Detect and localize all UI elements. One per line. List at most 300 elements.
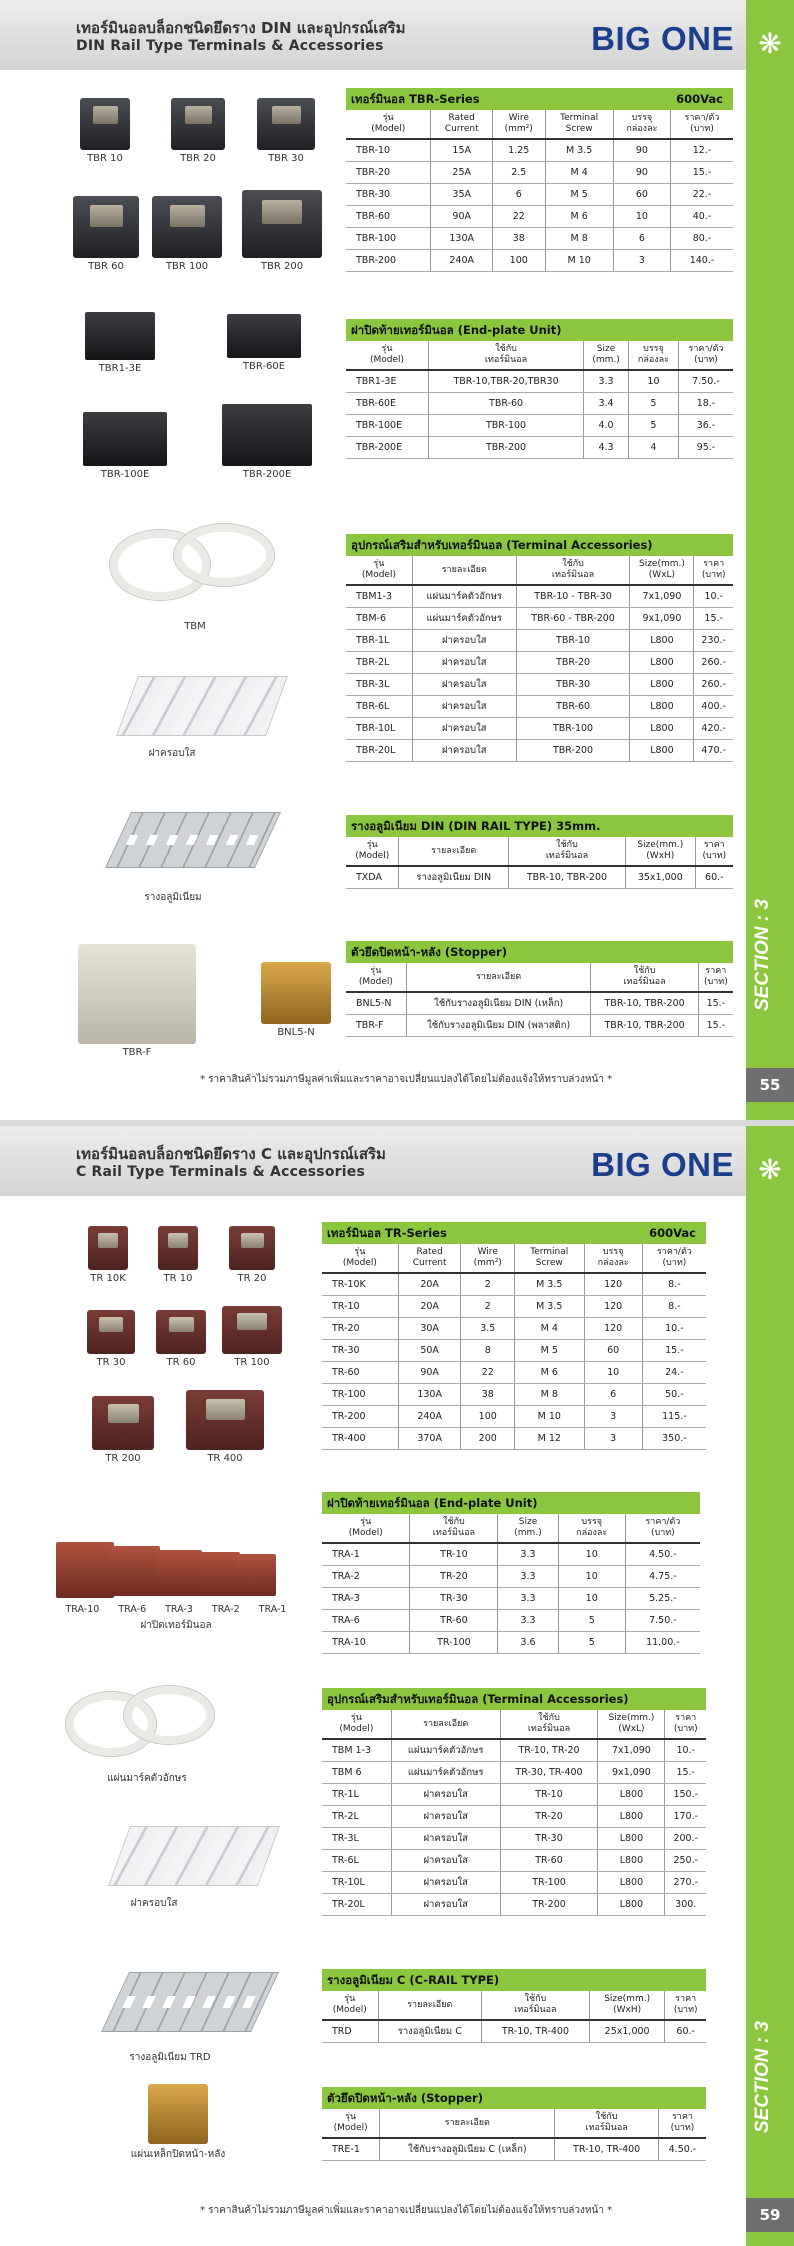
product-image-c-rail: รางอลูมิเนียม TRD bbox=[100, 1972, 280, 2065]
table-header-row bbox=[322, 1514, 700, 1543]
table-row bbox=[346, 1014, 733, 1036]
page-number: 55 bbox=[746, 1068, 794, 1102]
table-cell: 22.- bbox=[671, 183, 734, 205]
table-cell: 4.3 bbox=[584, 436, 629, 458]
table-header-row bbox=[346, 556, 733, 585]
table-cell: TR-100 bbox=[410, 1631, 498, 1653]
table-cell: TR-10, TR-400 bbox=[555, 2138, 658, 2160]
table-cell: M 6 bbox=[515, 1361, 585, 1383]
column-header: ใช้กับ เทอร์มินอล bbox=[591, 963, 698, 992]
product-image-tra-end-plates: TRA-10 TRA-6 TRA-3 TRA-2 TRA-1 ฝาปิดเทอร์มินอล bbox=[48, 1536, 304, 1633]
table-cell: TBM1-3 bbox=[346, 585, 412, 607]
section-title-accessories: อุปกรณ์เสริมสำหรับเทอร์มินอล (Terminal Accessories) bbox=[322, 1688, 706, 1710]
tr-series-table-group bbox=[322, 1222, 706, 1450]
table-cell: แผ่นมาร์คตัวอักษร bbox=[391, 1761, 500, 1783]
table-cell: L800 bbox=[630, 739, 694, 761]
table-cell: TR-100 bbox=[500, 1871, 598, 1893]
table-cell: TR-30, TR-400 bbox=[500, 1761, 598, 1783]
table-cell: TR-30 bbox=[322, 1339, 398, 1361]
product-image-tbr20: TBR 20 bbox=[166, 98, 230, 164]
table-cell: 90A bbox=[431, 205, 493, 227]
table-cell: TR-1L bbox=[322, 1783, 391, 1805]
table-cell: TR-3L bbox=[322, 1827, 391, 1849]
column-header: ราคา/ตัว (บาท) bbox=[678, 341, 733, 370]
product-image-tbr10: TBR 10 bbox=[74, 98, 136, 164]
table-cell: M 10 bbox=[545, 249, 613, 271]
table-row bbox=[322, 1405, 706, 1427]
column-header: รุ่น (Model) bbox=[346, 837, 399, 866]
table-cell: 24.- bbox=[642, 1361, 706, 1383]
table-cell: 11.00.- bbox=[625, 1631, 700, 1653]
column-header: ราคา (บาท) bbox=[658, 2109, 706, 2138]
table-row bbox=[322, 1587, 700, 1609]
table-row bbox=[346, 717, 733, 739]
table-row bbox=[346, 673, 733, 695]
table-cell: 3 bbox=[584, 1405, 642, 1427]
column-header: ราคา (บาท) bbox=[695, 837, 733, 866]
table-cell: 3.5 bbox=[461, 1317, 515, 1339]
column-header: ราคา/ตัว (บาท) bbox=[642, 1244, 706, 1273]
table-cell: 22 bbox=[461, 1361, 515, 1383]
table-cell: รางอลูมิเนียม DIN bbox=[399, 866, 509, 888]
table-row bbox=[322, 1543, 700, 1565]
table-cell: 4 bbox=[628, 436, 678, 458]
table-cell: L800 bbox=[598, 1893, 665, 1915]
table-cell: M 8 bbox=[545, 227, 613, 249]
table-row bbox=[322, 1383, 706, 1405]
table-cell: ฝาครอบใส bbox=[412, 629, 516, 651]
section-title-end-plate: ฝาปิดท้ายเทอร์มินอล (End-plate Unit) bbox=[346, 319, 733, 341]
table-cell: 10 bbox=[558, 1565, 625, 1587]
product-image-tbr-f: TBR-F bbox=[76, 944, 198, 1058]
product-image-tbr1-3e: TBR1-3E bbox=[82, 312, 158, 374]
table-cell: TR-10 bbox=[322, 1295, 398, 1317]
table-cell: 5 bbox=[558, 1609, 625, 1631]
table-cell: 260.- bbox=[694, 673, 733, 695]
column-header: บรรจุ กล่องละ bbox=[628, 341, 678, 370]
product-image-cover: ฝาครอบใส bbox=[112, 676, 292, 761]
table-cell: 7x1,090 bbox=[630, 585, 694, 607]
column-header: บรรจุ กล่องละ bbox=[584, 1244, 642, 1273]
table-cell: TR-200 bbox=[322, 1405, 398, 1427]
table-cell: 4.0 bbox=[584, 414, 629, 436]
column-header: ใช้กับ เทอร์มินอล bbox=[428, 341, 583, 370]
table-cell: 2 bbox=[461, 1295, 515, 1317]
table-cell: TXDA bbox=[346, 866, 399, 888]
table-cell: 15.- bbox=[698, 1014, 733, 1036]
table-cell: TBR-10 bbox=[346, 139, 431, 161]
product-image-tbr100e: TBR-100E bbox=[80, 412, 170, 480]
table-row bbox=[322, 1609, 700, 1631]
table-row bbox=[322, 2020, 706, 2042]
table-cell: 5.25.- bbox=[625, 1587, 700, 1609]
table-row bbox=[346, 205, 733, 227]
table-cell: L800 bbox=[630, 629, 694, 651]
column-header: Terminal Screw bbox=[515, 1244, 585, 1273]
table-row bbox=[322, 1783, 706, 1805]
column-header: บรรจุ กล่องละ bbox=[558, 1514, 625, 1543]
table-row bbox=[322, 1739, 706, 1761]
table-cell: 3.6 bbox=[498, 1631, 558, 1653]
table-cell: TR-100 bbox=[322, 1383, 398, 1405]
end-plate-table-group bbox=[322, 1492, 700, 1654]
table-cell: 10.- bbox=[665, 1739, 706, 1761]
table-cell: 10.- bbox=[694, 585, 733, 607]
table-cell: 15.- bbox=[665, 1761, 706, 1783]
table-header-row bbox=[346, 341, 733, 370]
table-cell: 7.50.- bbox=[625, 1609, 700, 1631]
table-cell: 470.- bbox=[694, 739, 733, 761]
table-cell: TBR-30 bbox=[516, 673, 630, 695]
table-cell: 6 bbox=[584, 1383, 642, 1405]
table-cell: 90 bbox=[613, 161, 670, 183]
table-cell: TBR-20 bbox=[346, 161, 431, 183]
column-header: ใช้กับ เทอร์มินอล bbox=[516, 556, 630, 585]
table-cell: TR-30 bbox=[410, 1587, 498, 1609]
column-header: รายละเอียด bbox=[380, 2109, 555, 2138]
table-cell: M 10 bbox=[515, 1405, 585, 1427]
product-image-tbr200: TBR 200 bbox=[240, 190, 324, 272]
table-row bbox=[346, 695, 733, 717]
table-cell: 100 bbox=[461, 1405, 515, 1427]
brand-logo-text: BIG ONE bbox=[591, 20, 734, 57]
table-cell: 60 bbox=[613, 183, 670, 205]
table-cell: 10 bbox=[613, 205, 670, 227]
table-row bbox=[346, 992, 733, 1014]
table-cell: TRA-6 bbox=[322, 1609, 410, 1631]
table-cell: 50.- bbox=[642, 1383, 706, 1405]
column-header: รุ่น (Model) bbox=[346, 963, 406, 992]
table-cell: 9x1,090 bbox=[630, 607, 694, 629]
table-cell: M 8 bbox=[515, 1383, 585, 1405]
table-cell: 38 bbox=[492, 227, 545, 249]
table-cell: M 4 bbox=[515, 1317, 585, 1339]
catalog-page-55 bbox=[0, 0, 794, 1120]
page-title-thai: เทอร์มินอลบล็อกชนิดยึดราง DIN และอุปกรณ์เสริม bbox=[76, 19, 406, 37]
table-cell: 120 bbox=[584, 1317, 642, 1339]
table-cell: TR-200 bbox=[500, 1893, 598, 1915]
table-cell: 60 bbox=[584, 1339, 642, 1361]
column-header: ราคา/ตัว (บาท) bbox=[671, 110, 734, 139]
stopper-table bbox=[322, 2109, 706, 2161]
table-row bbox=[322, 1317, 706, 1339]
table-header-row bbox=[322, 2109, 706, 2138]
table-cell: ฝาครอบใส bbox=[391, 1805, 500, 1827]
table-cell: TBR-F bbox=[346, 1014, 406, 1036]
table-cell: 15A bbox=[431, 139, 493, 161]
table-cell: TBR-20 bbox=[516, 651, 630, 673]
table-cell: M 12 bbox=[515, 1427, 585, 1449]
table-header-row bbox=[346, 110, 733, 139]
table-cell: 3.3 bbox=[498, 1543, 558, 1565]
column-header: ใช้กับ เทอร์มินอล bbox=[500, 1710, 598, 1739]
product-image-marker-strip: แผ่นมาร์คตัวอักษร bbox=[62, 1682, 232, 1786]
table-row bbox=[322, 1361, 706, 1383]
tra-label: TRA-1 bbox=[258, 1604, 287, 1615]
table-cell: 7x1,090 bbox=[598, 1739, 665, 1761]
table-cell: แผ่นมาร์คตัวอักษร bbox=[412, 607, 516, 629]
table-cell: 10 bbox=[558, 1587, 625, 1609]
table-cell: ฝาครอบใส bbox=[412, 717, 516, 739]
table-cell: 20A bbox=[398, 1273, 461, 1295]
table-cell: TBR-100 bbox=[346, 227, 431, 249]
table-cell: 10 bbox=[584, 1361, 642, 1383]
table-cell: TBR-60 bbox=[346, 205, 431, 227]
tra-label: TRA-2 bbox=[211, 1604, 240, 1615]
table-row bbox=[346, 651, 733, 673]
table-cell: TBR-30 bbox=[346, 183, 431, 205]
page-header bbox=[0, 1126, 746, 1196]
column-header: รุ่น (Model) bbox=[322, 1514, 410, 1543]
table-row bbox=[346, 370, 733, 392]
table-cell: TBR-100E bbox=[346, 414, 428, 436]
table-row bbox=[322, 1295, 706, 1317]
table-cell: 6 bbox=[492, 183, 545, 205]
table-cell: 80.- bbox=[671, 227, 734, 249]
end-plate-table-group bbox=[346, 319, 733, 459]
table-cell: 3.3 bbox=[498, 1565, 558, 1587]
table-row bbox=[346, 183, 733, 205]
column-header: ใช้กับ เทอร์มินอล bbox=[482, 1991, 590, 2020]
column-header: Size(mm.) (WxH) bbox=[625, 837, 695, 866]
table-cell: TR-10K bbox=[322, 1273, 398, 1295]
column-header: Size (mm.) bbox=[584, 341, 629, 370]
table-cell: 90A bbox=[398, 1361, 461, 1383]
product-image-stopper-plate: แผ่นเหล็กปิดหน้า-หลัง bbox=[110, 2084, 246, 2162]
column-header: รายละเอียด bbox=[406, 963, 591, 992]
table-cell: 270.- bbox=[665, 1871, 706, 1893]
table-row bbox=[346, 139, 733, 161]
stopper-table-group bbox=[322, 2087, 706, 2161]
product-image-tr10k: TR 10K bbox=[84, 1226, 132, 1284]
table-cell: TBR-200 bbox=[346, 249, 431, 271]
table-row bbox=[346, 414, 733, 436]
table-cell: TBR-100 bbox=[516, 717, 630, 739]
table-cell: 150.- bbox=[665, 1783, 706, 1805]
table-header-row bbox=[322, 1991, 706, 2020]
page-title-english: C Rail Type Terminals & Accessories bbox=[76, 1164, 365, 1180]
table-cell: 3.3 bbox=[498, 1609, 558, 1631]
table-cell: 400.- bbox=[694, 695, 733, 717]
column-header: Rated Current bbox=[431, 110, 493, 139]
table-cell: 36.- bbox=[678, 414, 733, 436]
table-cell: 4.75.- bbox=[625, 1565, 700, 1587]
table-cell: TBR-6L bbox=[346, 695, 412, 717]
column-header: รุ่น (Model) bbox=[322, 1710, 391, 1739]
catalog-page-59 bbox=[0, 1126, 794, 2246]
end-plate-table bbox=[322, 1514, 700, 1654]
table-header-row bbox=[322, 1710, 706, 1739]
accessories-table-group bbox=[322, 1688, 706, 1916]
column-header: ราคา (บาท) bbox=[698, 963, 733, 992]
table-cell: ใช้กับรางอลูมิเนียม DIN (พลาสติก) bbox=[406, 1014, 591, 1036]
tr-series-table bbox=[322, 1244, 706, 1450]
table-cell: ใช้กับรางอลูมิเนียม C (เหล็ก) bbox=[380, 2138, 555, 2160]
table-cell: 350.- bbox=[642, 1427, 706, 1449]
product-image-tr400: TR 400 bbox=[184, 1390, 266, 1464]
section-title-end-plate: ฝาปิดท้ายเทอร์มินอล (End-plate Unit) bbox=[322, 1492, 700, 1514]
table-cell: 6 bbox=[613, 227, 670, 249]
table-cell: TBR-200E bbox=[346, 436, 428, 458]
table-cell: TRA-2 bbox=[322, 1565, 410, 1587]
table-cell: TR-2L bbox=[322, 1805, 391, 1827]
table-cell: รางอลูมิเนียม C bbox=[378, 2020, 481, 2042]
table-row bbox=[322, 1849, 706, 1871]
table-cell: 5 bbox=[558, 1631, 625, 1653]
page-header bbox=[0, 0, 746, 70]
green-sidebar bbox=[746, 1126, 794, 2246]
column-header: ใช้กับ เทอร์มินอล bbox=[555, 2109, 658, 2138]
table-row bbox=[322, 2138, 706, 2160]
section-title-stopper: ตัวยึดปิดหน้า-หลัง (Stopper) bbox=[346, 941, 733, 963]
product-image-tr20: TR 20 bbox=[226, 1226, 278, 1284]
table-cell: TBR-10, TBR-200 bbox=[509, 866, 626, 888]
table-cell: TBR-60 - TBR-200 bbox=[516, 607, 630, 629]
table-cell: 260.- bbox=[694, 651, 733, 673]
table-cell: TR-10, TR-20 bbox=[500, 1739, 598, 1761]
table-cell: 130A bbox=[398, 1383, 461, 1405]
table-cell: TBR-2L bbox=[346, 651, 412, 673]
table-cell: 240A bbox=[398, 1405, 461, 1427]
table-cell: ฝาครอบใส bbox=[412, 651, 516, 673]
table-cell: ฝาครอบใส bbox=[412, 739, 516, 761]
column-header: ราคา (บาท) bbox=[694, 556, 733, 585]
table-cell: แผ่นมาร์คตัวอักษร bbox=[391, 1739, 500, 1761]
column-header: รายละเอียด bbox=[378, 1991, 481, 2020]
table-row bbox=[322, 1827, 706, 1849]
table-cell: L800 bbox=[598, 1805, 665, 1827]
table-cell: 15.- bbox=[642, 1339, 706, 1361]
brand-logo-text: BIG ONE bbox=[591, 1146, 734, 1183]
section-title-accessories: อุปกรณ์เสริมสำหรับเทอร์มินอล (Terminal Accessories) bbox=[346, 534, 733, 556]
c-rail-table bbox=[322, 1991, 706, 2043]
table-cell: TR-10 bbox=[500, 1783, 598, 1805]
table-cell: TR-60 bbox=[410, 1609, 498, 1631]
table-cell: ฝาครอบใส bbox=[412, 695, 516, 717]
page-title-thai: เทอร์มินอลบล็อกชนิดยึดราง C และอุปกรณ์เสริม bbox=[76, 1145, 386, 1163]
tbr-series-table-group bbox=[346, 88, 733, 272]
column-header: รุ่น (Model) bbox=[322, 1244, 398, 1273]
table-cell: 30A bbox=[398, 1317, 461, 1339]
table-cell: TR-6L bbox=[322, 1849, 391, 1871]
table-row bbox=[322, 1273, 706, 1295]
table-cell: TR-20 bbox=[322, 1317, 398, 1339]
product-image-tr100: TR 100 bbox=[220, 1306, 284, 1368]
table-cell: TBR-200 bbox=[516, 739, 630, 761]
table-cell: 100 bbox=[492, 249, 545, 271]
section-title-c-rail: รางอลูมิเนียม C (C-RAIL TYPE) bbox=[322, 1969, 706, 1991]
table-cell: 15.- bbox=[698, 992, 733, 1014]
table-cell: 3 bbox=[613, 249, 670, 271]
page-number: 59 bbox=[746, 2198, 794, 2232]
column-header: ใช้กับ เทอร์มินอล bbox=[509, 837, 626, 866]
product-image-tr10: TR 10 bbox=[154, 1226, 202, 1284]
tra-label: TRA-10 bbox=[65, 1604, 100, 1615]
table-cell: TBR-200 bbox=[428, 436, 583, 458]
table-cell: L800 bbox=[598, 1827, 665, 1849]
table-cell: M 5 bbox=[515, 1339, 585, 1361]
table-cell: 130A bbox=[431, 227, 493, 249]
table-cell: TBM-6 bbox=[346, 607, 412, 629]
table-cell: TR-60 bbox=[322, 1361, 398, 1383]
table-row bbox=[322, 1761, 706, 1783]
section-title-din-rail: รางอลูมิเนียม DIN (DIN RAIL TYPE) 35mm. bbox=[346, 815, 733, 837]
table-cell: 60.- bbox=[665, 2020, 706, 2042]
table-cell: ฝาครอบใส bbox=[391, 1849, 500, 1871]
column-header: ราคา (บาท) bbox=[665, 1710, 706, 1739]
product-image-bnl5-n: BNL5-N bbox=[254, 962, 338, 1038]
table-cell: TBR-3L bbox=[346, 673, 412, 695]
table-row bbox=[346, 585, 733, 607]
table-row bbox=[322, 1805, 706, 1827]
table-cell: 20A bbox=[398, 1295, 461, 1317]
table-cell: TBR-1L bbox=[346, 629, 412, 651]
table-cell: 370A bbox=[398, 1427, 461, 1449]
column-header: Size (mm.) bbox=[498, 1514, 558, 1543]
table-cell: TBR-10L bbox=[346, 717, 412, 739]
accessories-table bbox=[322, 1710, 706, 1916]
table-cell: ฝาครอบใส bbox=[391, 1893, 500, 1915]
table-row bbox=[322, 1631, 700, 1653]
column-header: รายละเอียด bbox=[391, 1710, 500, 1739]
product-image-tr200: TR 200 bbox=[90, 1396, 156, 1464]
table-cell: ฝาครอบใส bbox=[412, 673, 516, 695]
table-cell: TR-20 bbox=[410, 1565, 498, 1587]
table-cell: TRD bbox=[322, 2020, 378, 2042]
table-cell: L800 bbox=[598, 1849, 665, 1871]
c-rail-table-group bbox=[322, 1969, 706, 2043]
column-header: รุ่น (Model) bbox=[322, 2109, 380, 2138]
table-cell: TBR-10, TBR-200 bbox=[591, 992, 698, 1014]
table-cell: TBR-10, TBR-200 bbox=[591, 1014, 698, 1036]
table-cell: M 4 bbox=[545, 161, 613, 183]
tbr-series-table bbox=[346, 110, 733, 272]
end-plate-table bbox=[346, 341, 733, 459]
table-header-row bbox=[346, 837, 733, 866]
table-row bbox=[322, 1427, 706, 1449]
table-cell: 90 bbox=[613, 139, 670, 161]
table-cell: BNL5-N bbox=[346, 992, 406, 1014]
table-cell: L800 bbox=[630, 695, 694, 717]
table-cell: 3.4 bbox=[584, 392, 629, 414]
table-cell: 50A bbox=[398, 1339, 461, 1361]
section-title-stopper: ตัวยึดปิดหน้า-หลัง (Stopper) bbox=[322, 2087, 706, 2109]
table-cell: 3 bbox=[584, 1427, 642, 1449]
table-row bbox=[346, 866, 733, 888]
column-header: รุ่น (Model) bbox=[322, 1991, 378, 2020]
table-cell: 200.- bbox=[665, 1827, 706, 1849]
table-cell: M 5 bbox=[545, 183, 613, 205]
table-cell: 5 bbox=[628, 392, 678, 414]
table-cell: 300. bbox=[665, 1893, 706, 1915]
table-row bbox=[346, 629, 733, 651]
table-cell: 8.- bbox=[642, 1273, 706, 1295]
tra-label: TRA-3 bbox=[165, 1604, 193, 1615]
table-cell: 8 bbox=[461, 1339, 515, 1361]
column-header: บรรจุ กล่องละ bbox=[613, 110, 670, 139]
table-cell: TBR-100 bbox=[428, 414, 583, 436]
table-cell: TR-10 bbox=[410, 1543, 498, 1565]
table-cell: 38 bbox=[461, 1383, 515, 1405]
table-header-row bbox=[322, 1244, 706, 1273]
section-title-tr-series: เทอร์มินอล TR-Series 600Vac bbox=[322, 1222, 706, 1244]
table-row bbox=[346, 249, 733, 271]
table-cell: 115.- bbox=[642, 1405, 706, 1427]
table-row bbox=[346, 227, 733, 249]
table-cell: TBR-60 bbox=[516, 695, 630, 717]
table-row bbox=[346, 392, 733, 414]
table-cell: 1.25 bbox=[492, 139, 545, 161]
